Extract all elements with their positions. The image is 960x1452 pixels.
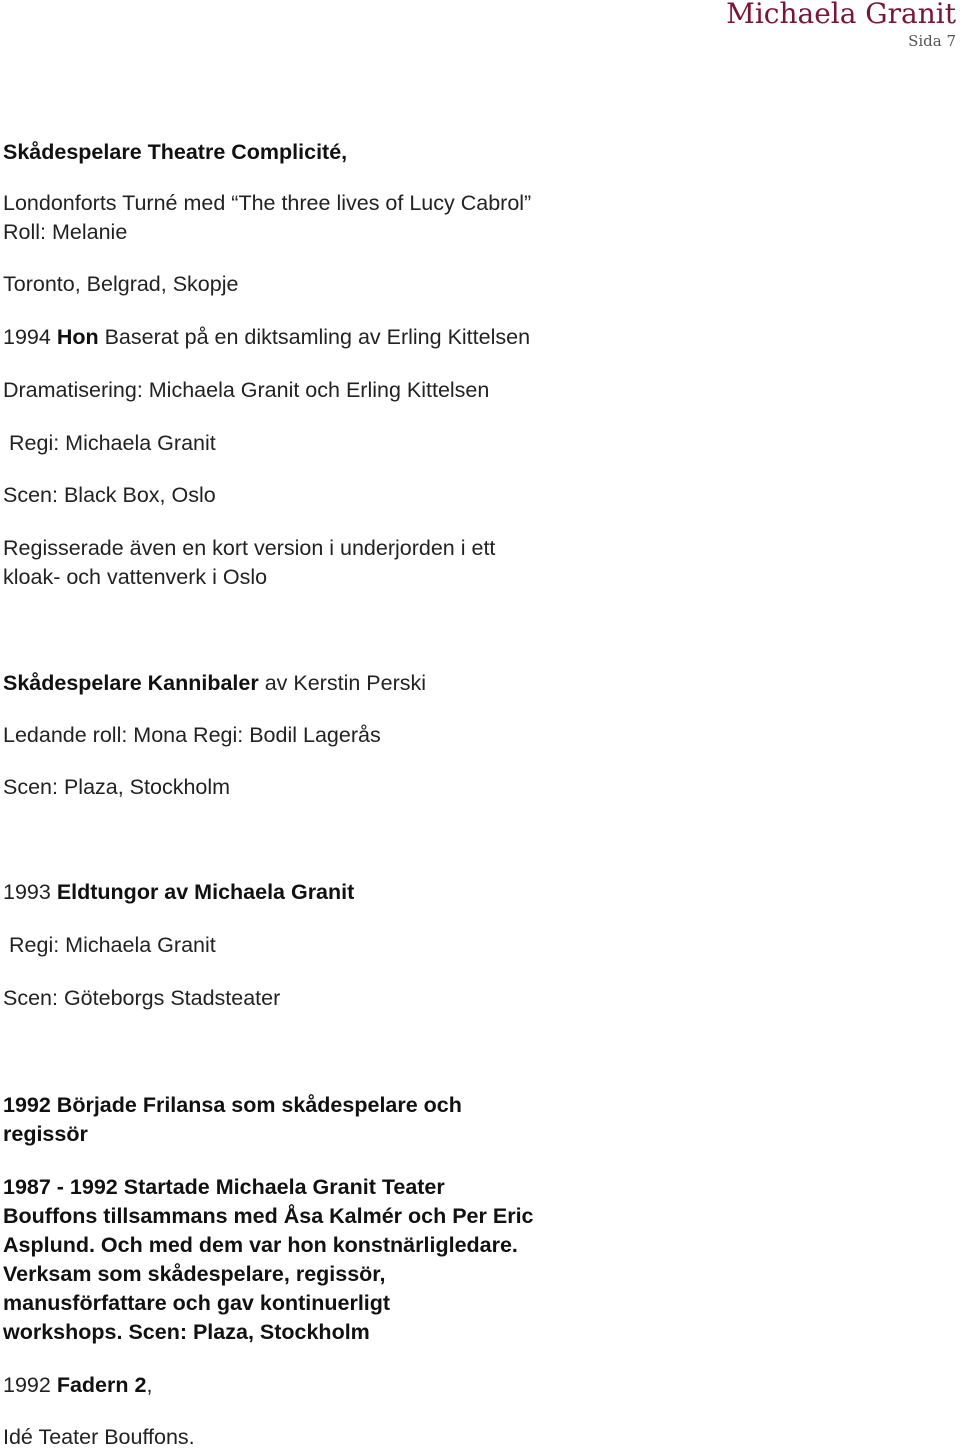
document-header-name: Michaela Granit [726,0,956,30]
text-line: workshops. Scen: Plaza, Stockholm [3,1320,370,1344]
text-line: 1993 Eldtungor av Michaela Granit [3,880,355,904]
text-line: Asplund. Och med dem var hon konstnärligledare. [3,1233,518,1257]
text-line: Idé Teater Bouffons. [3,1425,195,1449]
text-line: Londonforts Turné med “The three lives of Lucy Cabrol” [3,191,532,215]
text-line: Scen: Göteborgs Stadsteater [3,986,281,1010]
text-line: 1994 Hon Baserat på en diktsamling av Erling Kittelsen [3,325,531,349]
text-line: 1987 - 1992 Startade Michaela Granit Teater [3,1175,445,1199]
text-line: Skådespelare Theatre Complicité, [3,140,348,164]
text-line: Scen: Plaza, Stockholm [3,775,231,799]
text-line: Toronto, Belgrad, Skopje [3,272,239,296]
text-line: regissör [3,1122,88,1146]
text-line: Skådespelare Kannibaler av Kerstin Perski [3,671,427,695]
text-line: Regisserade även en kort version i underjorden i ett [3,536,496,560]
text-line: Roll: Melanie [3,220,128,244]
text-line: Scen: Black Box, Oslo [3,483,216,507]
text-line: 1992 Fadern 2, [3,1373,153,1397]
text-line: Regi: Michaela Granit [9,431,216,455]
text-line: 1992 Började Frilansa som skådespelare och [3,1093,462,1117]
text-line: Dramatisering: Michaela Granit och Erling Kittelsen [3,378,490,402]
text-line: Bouffons tillsammans med Åsa Kalmér och Per Eric [3,1204,534,1228]
page-number: Sida 7 [908,32,956,50]
text-line: Regi: Michaela Granit [9,933,216,957]
text-line: Verksam som skådespelare, regissör, [3,1262,386,1286]
text-line: Ledande roll: Mona Regi: Bodil Lagerås [3,723,381,747]
text-line: manusförfattare och gav kontinuerligt [3,1291,391,1315]
text-line: kloak- och vattenverk i Oslo [3,565,268,589]
